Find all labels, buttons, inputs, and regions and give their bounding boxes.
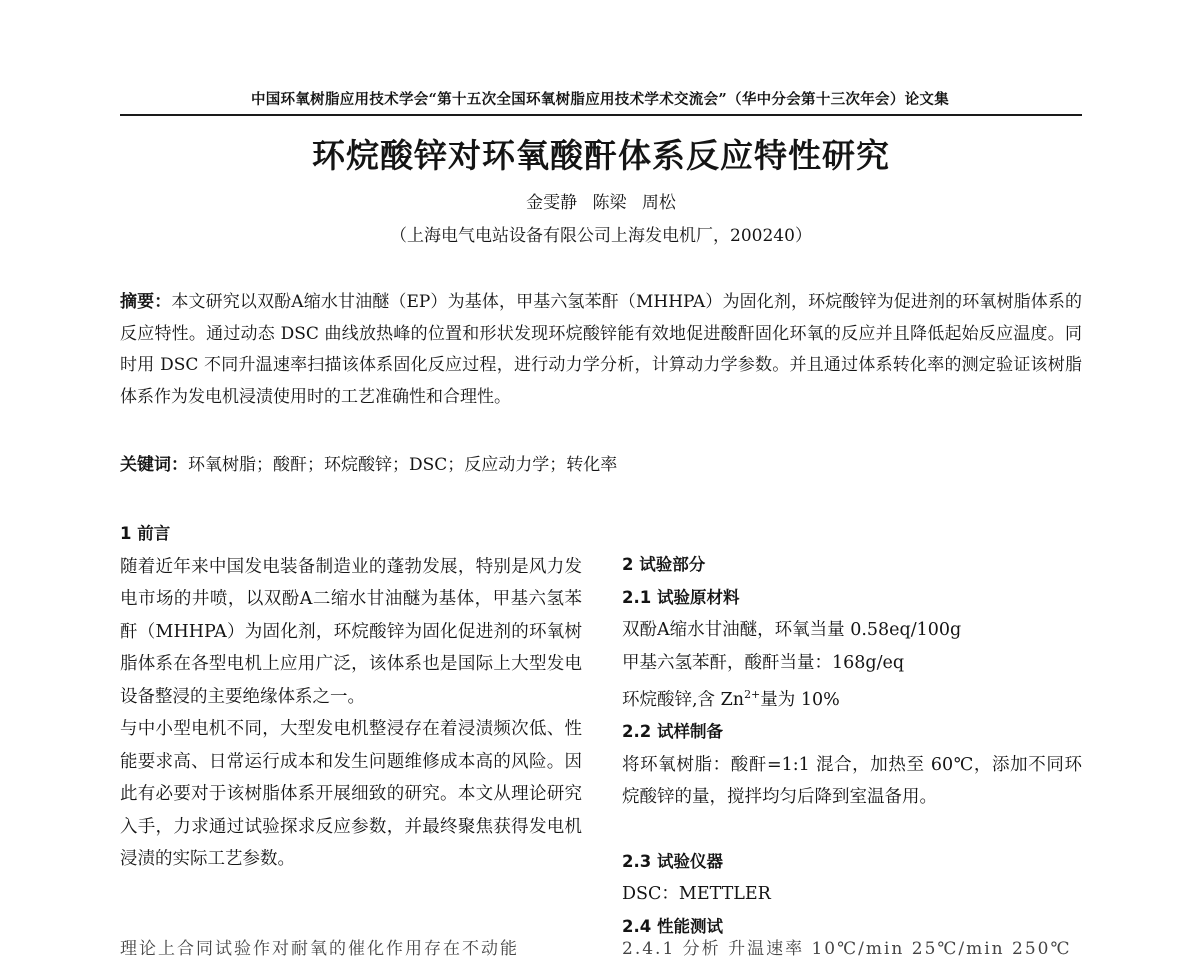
subsection-heading-materials: 2.1 试验原材料 xyxy=(622,587,740,607)
intro-paragraph-2: 与中小型电机不同，大型发电机整浸存在着浸渍频次低、性能要求高、日常运行成本和发生问题维修成本高的风险。因此有必要对于该树脂体系开展细致的研究。本文从理论研究入手，力求通过试验探求反应参数，并最终聚焦获得发电机浸渍的实际工艺参数。 xyxy=(120,719,582,869)
paper-authors: 金雯静 陈梁 周松 xyxy=(526,193,676,213)
subsection-heading-testing: 2.4 性能测试 xyxy=(622,916,723,936)
abstract-text: 本文研究以双酚A缩水甘油醚（EP）为基体，甲基六氢苯酐（MHHPA）为固化剂，环烷酸锌为促进剂的环氧树脂体系的反应特性。通过动态 DSC 曲线放热峰的位置和形状发现环烷酸锌能有效地促进酸酐固化环氧的反应并且降低起始反应温度。同时用 DSC 不同升温速率扫描该体系固化反应过程，进行动力学分析，计算动力学参数。并且通过体系转化率的测定验证该树脂体系作为发电机浸渍使用时的工艺准确性和合理性。 xyxy=(120,292,1082,407)
instrument-text: DSC：METTLER xyxy=(622,884,771,905)
section-heading-introduction: 1 前言 xyxy=(120,524,171,543)
left-cut-off-line: 理论上合同试验作对耐氧的催化作用存在不动能 xyxy=(120,939,519,959)
paper-title: 环烷酸锌对环氧酸酐体系反应特性研究 xyxy=(312,136,890,175)
subsection-heading-instruments: 2.3 试验仪器 xyxy=(622,851,723,871)
right-cut-off-line: 2.4.1 分析 升温速率 10℃/min 25℃/min 250℃ xyxy=(622,939,1072,959)
paper-affiliation: （上海电气电站设备有限公司上海发电机厂，200240） xyxy=(390,226,812,246)
material-zinc-suffix: 量为 10% xyxy=(760,689,840,710)
material-zinc-naphthenate xyxy=(622,679,1082,716)
paragraph-gap xyxy=(622,814,1082,846)
zinc-charge-superscript: 2+ xyxy=(744,688,761,701)
material-zinc-prefix: 环烷酸锌,含 Zn xyxy=(622,689,745,710)
material-anhydride: 甲基六氢苯酐，酸酐当量：168g/eq xyxy=(622,652,905,673)
intro-paragraph-1: 随着近年来中国发电装备制造业的蓬勃发展，特别是风力发电市场的井喷，以双酚A二缩水甘油醚为基体，甲基六氢苯酐（MHHPA）为固化剂，环烷酸锌为固化促进剂的环氧树脂体系在各型电机上应用广泛，该体系也是国际上大型发电设备整浸的主要绝缘体系之一。 xyxy=(120,556,582,707)
keywords-text: 环氧树脂；酸酐；环烷酸锌；DSC；反应动力学；转化率 xyxy=(188,455,618,475)
running-header: 中国环氧树脂应用技术学会“第十五次全国环氧树脂应用技术学术交流会”（华中分会第十三次年会）论文集 xyxy=(250,91,950,108)
subsection-heading-preparation: 2.2 试样制备 xyxy=(622,722,723,742)
keywords-label: 关键词： xyxy=(120,455,188,475)
keywords xyxy=(120,451,1082,479)
section-heading-experiment: 2 试验部分 xyxy=(622,555,706,574)
abstract xyxy=(120,287,1082,413)
left-column xyxy=(120,518,582,876)
header-rule xyxy=(120,114,1082,116)
right-column xyxy=(622,549,1082,943)
material-epoxy: 双酚A缩水甘油醚，环氧当量 0.58eq/100g xyxy=(622,620,962,640)
abstract-label: 摘要： xyxy=(120,292,172,312)
preparation-text: 将环氧树脂：酸酐=1:1 混合，加热至 60℃，添加不同环烷酸锌的量，搅拌均匀后降到室温备用。 xyxy=(622,754,1082,808)
